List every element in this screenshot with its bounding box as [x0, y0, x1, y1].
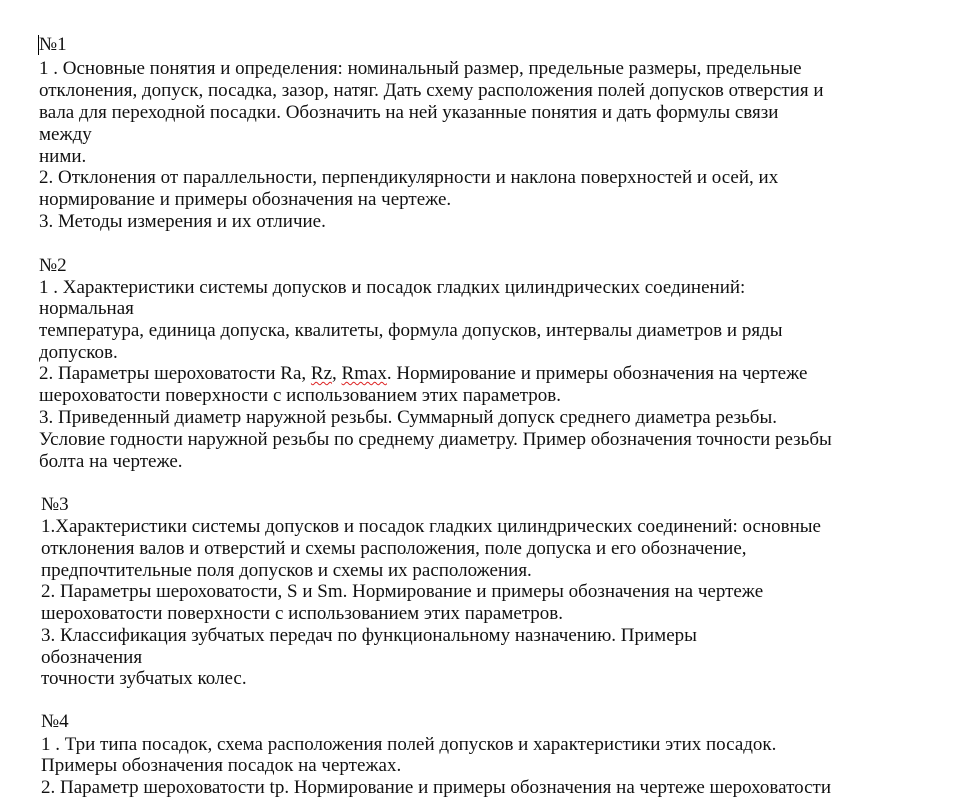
text-line: вала для переходной посадки. Обозначить на ней указанные понятия и дать формулы связи: [39, 102, 779, 123]
text-line: 1 . Основные понятия и определения: номинальный размер, предельные размеры, предельные: [39, 58, 802, 79]
text-line: обозначения: [41, 647, 143, 668]
spellcheck-word-rmax[interactable]: Rmax: [341, 363, 387, 384]
text-line: нормирование и примеры обозначения на чертеже.: [39, 189, 452, 210]
section-title: №2: [39, 255, 67, 276]
section-title: №4: [41, 711, 69, 732]
text-line: температура, единица допуска, квалитеты, формула допусков, интервалы диаметров и ряды: [39, 320, 783, 341]
section-title: №1: [39, 34, 67, 55]
text-line: шероховатости поверхности с использованием этих параметров.: [41, 603, 564, 624]
text-line: отклонения валов и отверстий и схемы расположения, поле допуска и его обозначение,: [41, 538, 747, 559]
text-line: Примеры обозначения посадок на чертежах.: [41, 755, 402, 776]
text-line: 1 . Характеристики системы допусков и посадок гладких цилиндрических соединений:: [39, 277, 746, 298]
text-line: между: [39, 124, 92, 145]
text-line: предпочтительные поля допусков и схемы их расположения.: [41, 560, 532, 581]
text-line: 1 . Три типа посадок, схема расположения полей допусков и характеристики этих посадок.: [41, 734, 777, 755]
text-fragment: 2. Параметры шероховатости Ra,: [39, 363, 311, 384]
text-line: нормальная: [39, 298, 134, 319]
text-line: 1.Характеристики системы допусков и посадок гладких цилиндрических соединений: основные: [41, 516, 821, 537]
text-line: точности зубчатых колес.: [41, 668, 247, 689]
text-line: отклонения, допуск, посадка, зазор, натяг. Дать схему расположения полей допусков отверстия и: [39, 80, 824, 101]
text-line: шероховатости поверхности с использованием этих параметров.: [39, 385, 562, 406]
text-line: болта на чертеже.: [39, 451, 183, 472]
text-line: 2. Параметр шероховатости tp. Нормирование и примеры обозначения на чертеже шероховатости: [41, 777, 832, 798]
text-line: 3. Классификация зубчатых передач по функциональному назначению. Примеры: [41, 625, 697, 646]
text-fragment: . Нормирование и примеры обозначения на чертеже: [386, 363, 808, 384]
text-line: 3. Методы измерения и их отличие.: [39, 211, 326, 232]
section-title: №3: [41, 494, 69, 515]
text-line: 2. Отклонения от параллельности, перпендикулярности и наклона поверхностей и осей, их: [39, 167, 779, 188]
spellcheck-word-rz[interactable]: Rz: [310, 363, 333, 384]
text-line: 2. Параметры шероховатости, S и Sm. Нормирование и примеры обозначения на чертеже: [41, 581, 764, 602]
text-line: Условие годности наружной резьбы по среднему диаметру. Пример обозначения точности резьбы: [39, 429, 832, 450]
text-line: ними.: [39, 146, 87, 167]
text-fragment: ,: [332, 363, 342, 384]
text-line: 3. Приведенный диаметр наружной резьбы. Суммарный допуск среднего диаметра резьбы.: [39, 407, 777, 428]
text-line: допусков.: [39, 342, 118, 363]
roughness-line: [39, 363, 807, 385]
